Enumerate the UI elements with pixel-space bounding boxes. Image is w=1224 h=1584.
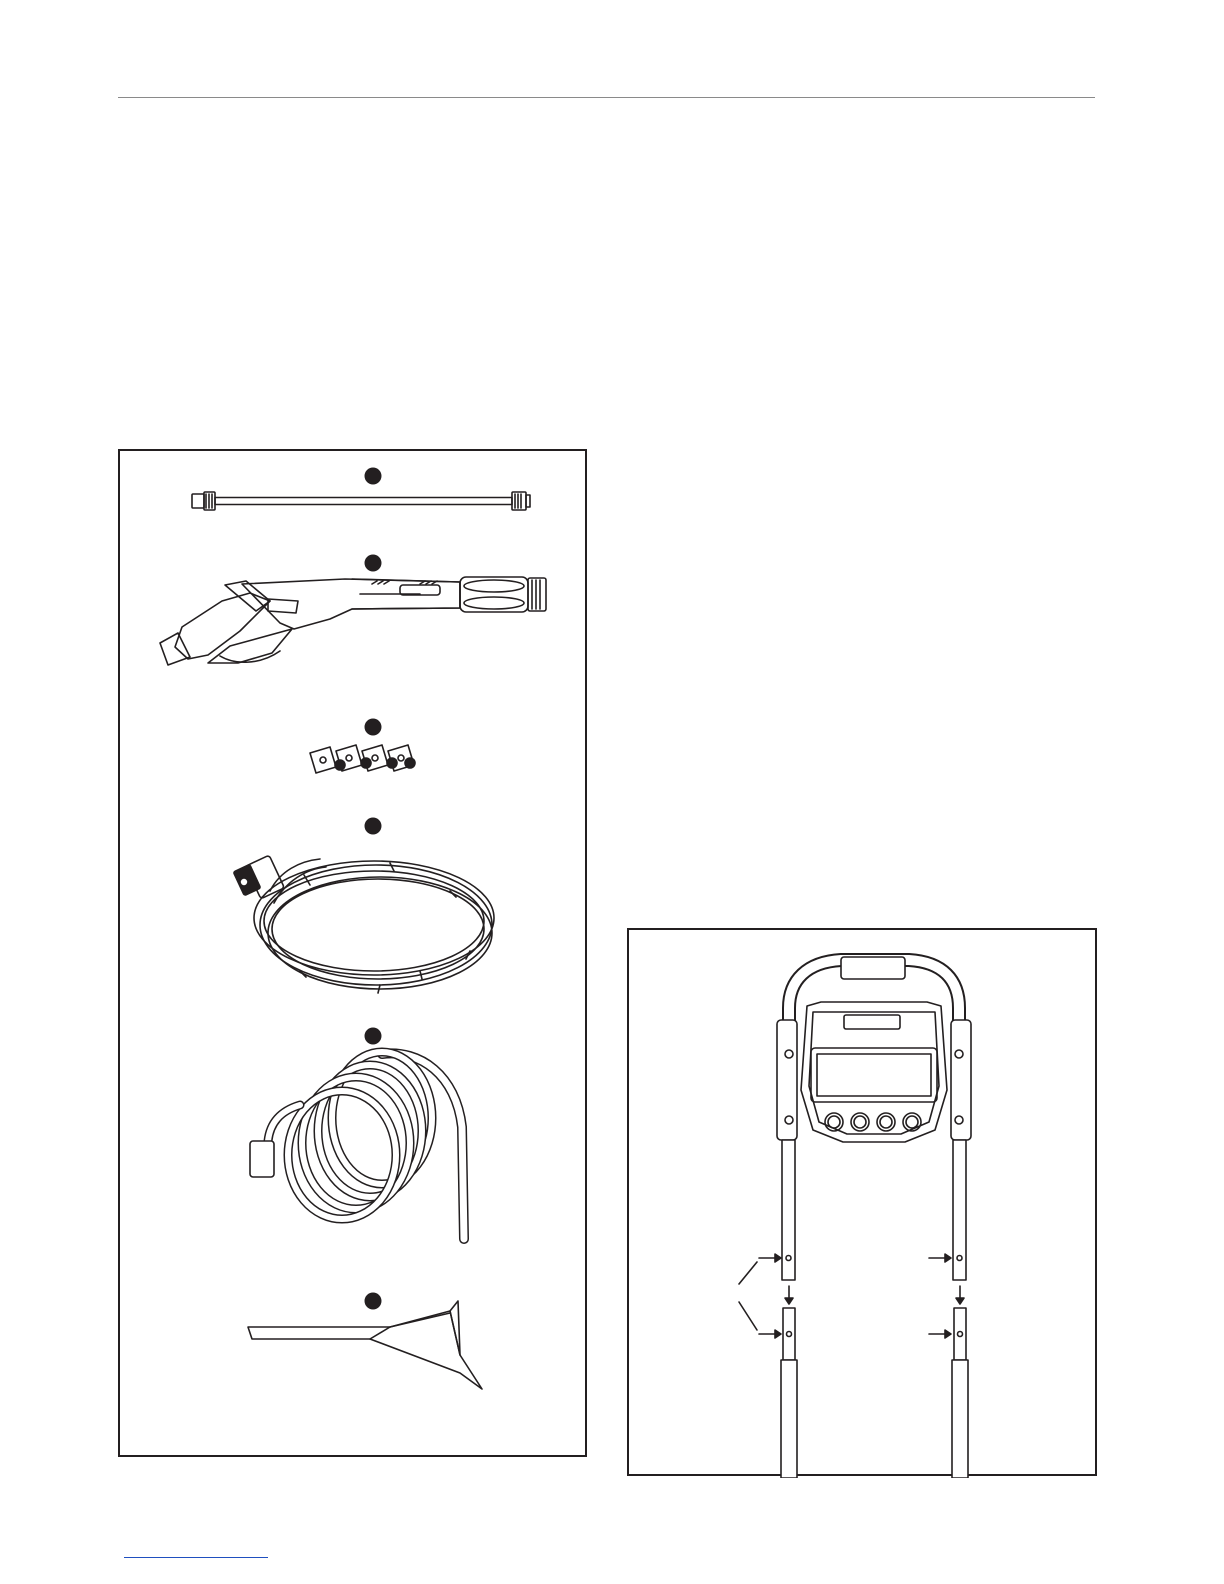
item-marker-dot bbox=[365, 555, 382, 572]
accessories-illustration bbox=[120, 451, 589, 1459]
handle-assembly-icon bbox=[629, 930, 1099, 1478]
handle-assembly-figure bbox=[627, 928, 1097, 1476]
header-rule bbox=[118, 97, 1095, 98]
item-marker-dot bbox=[365, 1293, 382, 1310]
item-marker-dot bbox=[365, 468, 382, 485]
quick-connect-nozzles-icon bbox=[310, 719, 415, 774]
high-pressure-hose-icon bbox=[233, 818, 494, 994]
extension-wand-icon bbox=[192, 468, 530, 511]
spray-gun-icon bbox=[160, 555, 546, 666]
item-marker-dot bbox=[365, 1028, 382, 1045]
item-marker-dot bbox=[365, 818, 382, 835]
accessories-figure bbox=[118, 449, 587, 1457]
footer-rule bbox=[124, 1557, 268, 1558]
foam-funnel-icon bbox=[248, 1293, 482, 1390]
item-marker-dot bbox=[365, 719, 382, 736]
siphon-tube-icon bbox=[250, 1028, 464, 1240]
